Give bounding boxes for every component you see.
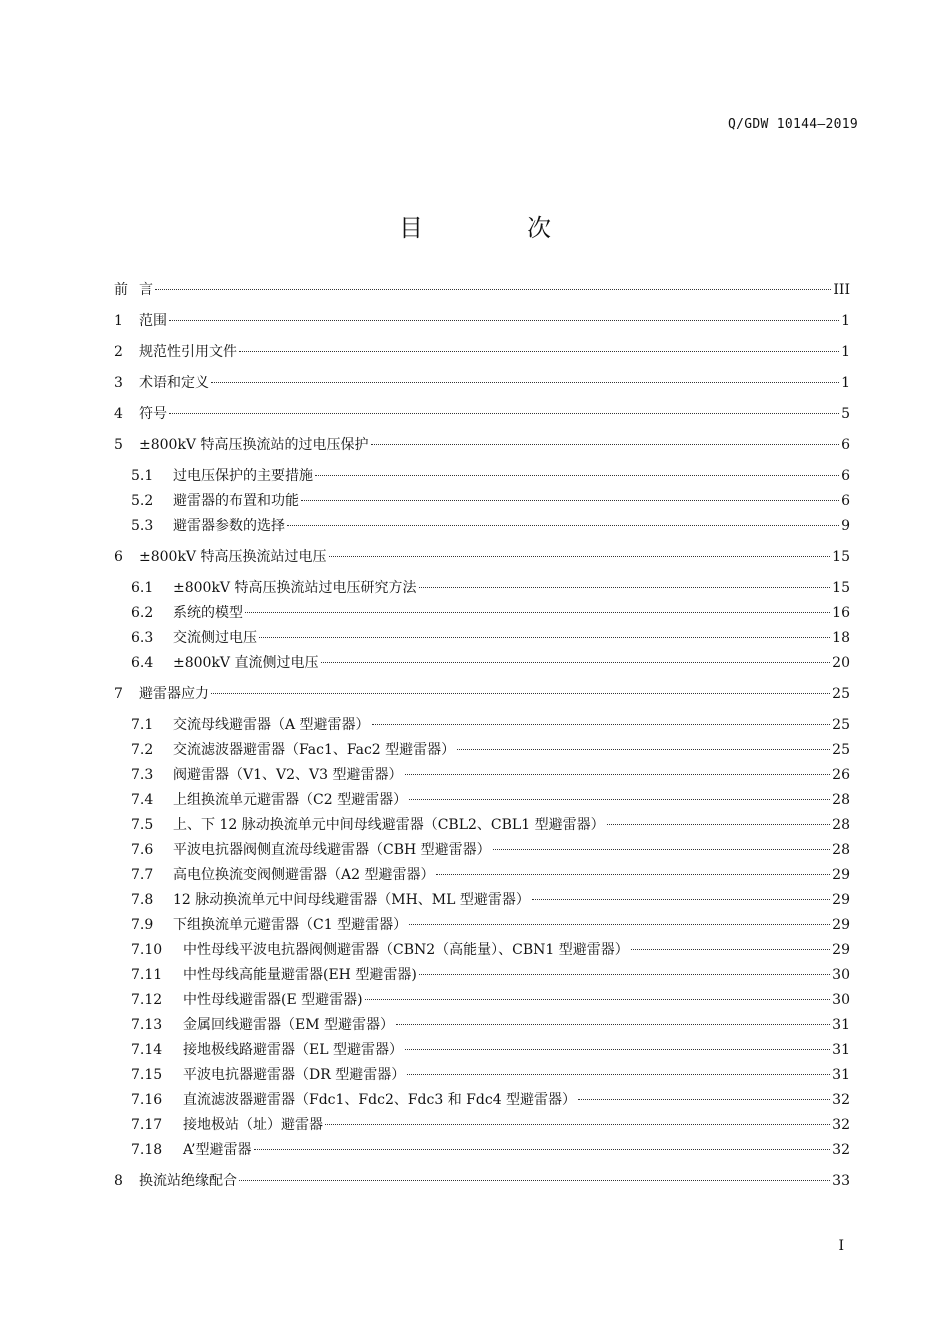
toc-entry-page: 31: [832, 1017, 850, 1033]
toc-entry-title: 符号: [139, 406, 167, 422]
toc-entry-page: 30: [832, 967, 850, 983]
dot-leader: [371, 443, 840, 445]
toc-entry-page: 25: [832, 686, 850, 702]
toc-entry-number: 7.11: [131, 967, 163, 983]
toc-entry[interactable]: [131, 716, 850, 734]
toc-entry-page: 5: [841, 406, 850, 422]
toc-entry[interactable]: [131, 517, 850, 535]
dot-leader: [321, 661, 831, 663]
dot-leader: [169, 319, 839, 321]
toc-entry-title: ±800kV 直流侧过电压: [173, 655, 319, 671]
dot-leader: [578, 1098, 830, 1100]
dot-leader: [405, 773, 831, 775]
toc-entry-page: 25: [832, 717, 850, 733]
dot-leader: [365, 998, 831, 1000]
toc-entry[interactable]: [131, 891, 850, 909]
toc-entry-page: 29: [832, 942, 850, 958]
toc-entry-page: 20: [832, 655, 850, 671]
toc-entry-page: 29: [832, 917, 850, 933]
toc-entry[interactable]: [114, 343, 850, 361]
dot-leader: [409, 923, 830, 925]
toc-entry-number: 8: [114, 1173, 123, 1189]
toc-entry-number: 3: [114, 375, 123, 391]
dot-leader: [493, 848, 831, 850]
dot-leader: [325, 1123, 830, 1125]
toc-entry-title: 金属回线避雷器（EM 型避雷器）: [183, 1017, 395, 1033]
dot-leader: [239, 350, 839, 352]
toc-entry-number: 7.16: [131, 1092, 163, 1108]
toc-entry-title: 高电位换流变阀侧避雷器（A2 型避雷器）: [173, 867, 435, 883]
toc-entry-page: 9: [841, 518, 850, 534]
toc-entry-title: 规范性引用文件: [139, 344, 237, 360]
toc-entry-title: 上、下 12 脉动换流单元中间母线避雷器（CBL2、CBL1 型避雷器）: [173, 817, 605, 833]
dot-leader: [532, 898, 830, 900]
dot-leader: [396, 1023, 830, 1025]
toc-entry-title: 系统的模型: [173, 605, 243, 621]
toc-entry-title: 交流滤波器避雷器（Fac1、Fac2 型避雷器）: [173, 742, 456, 758]
toc-entry[interactable]: [131, 604, 850, 622]
toc-entry-number: 7.18: [131, 1142, 163, 1158]
toc-entry-title: 避雷器参数的选择: [173, 518, 285, 534]
toc-entry-number: 7.5: [131, 817, 154, 833]
toc-entry-page: 6: [841, 468, 850, 484]
toc-entry-number: 7.3: [131, 767, 154, 783]
toc-entry-number: 6.3: [131, 630, 154, 646]
dot-leader: [329, 555, 831, 557]
toc-entry-title: 接地极站（址）避雷器: [183, 1117, 323, 1133]
toc-entry-number: 7.12: [131, 992, 163, 1008]
dot-leader: [211, 381, 839, 383]
toc-entry[interactable]: [131, 1116, 850, 1134]
toc-entry-page: 30: [832, 992, 850, 1008]
toc-entry[interactable]: [131, 941, 850, 959]
dot-leader: [405, 1048, 830, 1050]
toc-entry[interactable]: [131, 1091, 850, 1109]
toc-entry-number: 7.2: [131, 742, 154, 758]
toc-entry[interactable]: [114, 685, 850, 703]
toc-entry-title: 换流站绝缘配合: [139, 1173, 237, 1189]
toc-entry[interactable]: [131, 1041, 850, 1059]
toc-entry-number: 7.1: [131, 717, 154, 733]
dot-leader: [419, 973, 830, 975]
toc-entry-title: 避雷器的布置和功能: [173, 493, 299, 509]
dot-leader: [457, 748, 830, 750]
toc-entry-title: 中性母线平波电抗器阀侧避雷器（CBN2（高能量）、CBN1 型避雷器）: [183, 942, 629, 958]
toc-entry[interactable]: [131, 741, 850, 759]
toc-entry-number: 5.2: [131, 493, 154, 509]
toc-entry-page: III: [833, 282, 850, 298]
toc-entry[interactable]: [131, 766, 850, 784]
toc-entry[interactable]: [114, 312, 850, 330]
toc-entry-number: 5.1: [131, 468, 154, 484]
toc-entry-page: 1: [841, 375, 850, 391]
toc-entry[interactable]: [131, 1016, 850, 1034]
dot-leader: [372, 723, 831, 725]
toc-entry-page: 25: [832, 742, 850, 758]
toc-entry-title: 范围: [139, 313, 167, 329]
toc-entry-page: 18: [832, 630, 850, 646]
toc-entry-page: 26: [832, 767, 850, 783]
toc-entry-page: 28: [832, 842, 850, 858]
toc-entry-page: 15: [832, 580, 850, 596]
dot-leader: [409, 798, 830, 800]
toc-entry[interactable]: [131, 579, 850, 597]
toc-entry-number: 7.7: [131, 867, 154, 883]
toc-entry-page: 1: [841, 344, 850, 360]
toc-entry-title: 避雷器应力: [139, 686, 209, 702]
toc-entry-page: 29: [832, 867, 850, 883]
page-number: I: [838, 1238, 844, 1254]
toc-entry[interactable]: [131, 1066, 850, 1084]
toc-entry-number: 7.4: [131, 792, 154, 808]
toc-entry[interactable]: [131, 916, 850, 934]
toc-entry-title: 直流滤波器避雷器（Fdc1、Fdc2、Fdc3 和 Fdc4 型避雷器）: [183, 1092, 577, 1108]
toc-entry[interactable]: [131, 492, 850, 510]
toc-entry[interactable]: [131, 866, 850, 884]
dot-leader: [239, 1179, 830, 1181]
toc-entry-page: 31: [832, 1042, 850, 1058]
toc-entry-number: 7.6: [131, 842, 154, 858]
dot-leader: [631, 948, 830, 950]
toc-entry-title: 过电压保护的主要措施: [173, 468, 313, 484]
toc-entry[interactable]: [131, 966, 850, 984]
toc-entry[interactable]: [131, 791, 850, 809]
toc-entry-title: ±800kV 特高压换流站过电压: [139, 549, 327, 565]
toc-entry-title: 下组换流单元避雷器（C1 型避雷器）: [173, 917, 408, 933]
toc-entry-page: 32: [832, 1142, 850, 1158]
toc-entry-title: ±800kV 特高压换流站的过电压保护: [139, 437, 369, 453]
toc-entry[interactable]: [131, 841, 850, 859]
toc-entry-number: 6: [114, 549, 123, 565]
toc-entry-number: 1: [114, 313, 123, 329]
toc-entry-title: 平波电抗器避雷器（DR 型避雷器）: [183, 1067, 406, 1083]
dot-leader: [315, 474, 839, 476]
toc-entry-page: 6: [841, 493, 850, 509]
dot-leader: [607, 823, 831, 825]
toc-entry[interactable]: [131, 1141, 850, 1159]
toc-entry-number: 6.2: [131, 605, 154, 621]
dot-leader: [211, 692, 830, 694]
toc-entry-number: 7: [114, 686, 123, 702]
toc-entry-page: 32: [832, 1092, 850, 1108]
toc-entry[interactable]: [114, 1172, 850, 1190]
toc-entry-page: 1: [841, 313, 850, 329]
toc-entry-page: 28: [832, 817, 850, 833]
toc-entry-page: 6: [841, 437, 850, 453]
toc-entry-title: ±800kV 特高压换流站过电压研究方法: [173, 580, 417, 596]
document-code: Q/GDW 10144—2019: [727, 117, 858, 132]
toc-entry[interactable]: [131, 467, 850, 485]
toc-entry-page: 28: [832, 792, 850, 808]
toc-entry-number: 6.4: [131, 655, 154, 671]
toc-entry-number: 7.17: [131, 1117, 163, 1133]
dot-leader: [254, 1148, 831, 1150]
toc-entry-number: 7.15: [131, 1067, 163, 1083]
toc-entry[interactable]: [114, 436, 850, 454]
toc-entry[interactable]: [131, 654, 850, 672]
toc-entry-number: 7.10: [131, 942, 163, 958]
toc-entry-title: A’型避雷器: [183, 1142, 252, 1158]
toc-entry-number: 5: [114, 437, 123, 453]
toc-entry-title: 交流侧过电压: [173, 630, 257, 646]
toc-entry-number: 7.8: [131, 892, 154, 908]
dot-leader: [287, 524, 839, 526]
toc-entry-number: 7.9: [131, 917, 154, 933]
toc-entry-number: 4: [114, 406, 123, 422]
dot-leader: [259, 636, 830, 638]
toc-entry[interactable]: [114, 405, 850, 423]
dot-leader: [419, 586, 831, 588]
dot-leader: [301, 499, 839, 501]
toc-entry-number: 7.14: [131, 1042, 163, 1058]
toc-entry-title: 中性母线高能量避雷器(EH 型避雷器): [183, 967, 417, 983]
toc-entry-number: 前: [114, 282, 128, 298]
toc-entry-title: 接地极线路避雷器（EL 型避雷器）: [183, 1042, 403, 1058]
toc-entry-page: 32: [832, 1117, 850, 1133]
toc-entry[interactable]: [131, 629, 850, 647]
dot-leader: [407, 1073, 830, 1075]
toc-entry-title: 言: [139, 282, 153, 298]
toc-entry-title: 中性母线避雷器(E 型避雷器): [183, 992, 363, 1008]
dot-leader: [436, 873, 830, 875]
toc-entry-page: 29: [832, 892, 850, 908]
dot-leader: [155, 288, 831, 290]
toc-entry-title: 阀避雷器（V1、V2、V3 型避雷器）: [173, 767, 403, 783]
toc-entry[interactable]: [114, 374, 850, 392]
toc-entry-number: 5.3: [131, 518, 154, 534]
toc-entry-page: 33: [832, 1173, 850, 1189]
toc-entry-title: 交流母线避雷器（A 型避雷器）: [173, 717, 370, 733]
toc-entry-page: 16: [832, 605, 850, 621]
toc-entry-number: 2: [114, 344, 123, 360]
toc-entry-title: 术语和定义: [139, 375, 209, 391]
toc-entry-title: 上组换流单元避雷器（C2 型避雷器）: [173, 792, 408, 808]
toc-entry[interactable]: [114, 548, 850, 566]
dot-leader: [245, 611, 830, 613]
toc-entry[interactable]: [131, 816, 850, 834]
toc-entry-page: 15: [832, 549, 850, 565]
page-title: 目 次: [399, 214, 591, 242]
dot-leader: [169, 412, 839, 414]
toc-entry-title: 平波电抗器阀侧直流母线避雷器（CBH 型避雷器）: [173, 842, 491, 858]
toc-entry-number: 7.13: [131, 1017, 163, 1033]
toc-entry[interactable]: [131, 991, 850, 1009]
toc-entry-title: 12 脉动换流单元中间母线避雷器（MH、ML 型避雷器）: [173, 892, 530, 908]
toc-entry[interactable]: [114, 281, 850, 299]
toc-entry-number: 6.1: [131, 580, 154, 596]
toc-entry-page: 31: [832, 1067, 850, 1083]
